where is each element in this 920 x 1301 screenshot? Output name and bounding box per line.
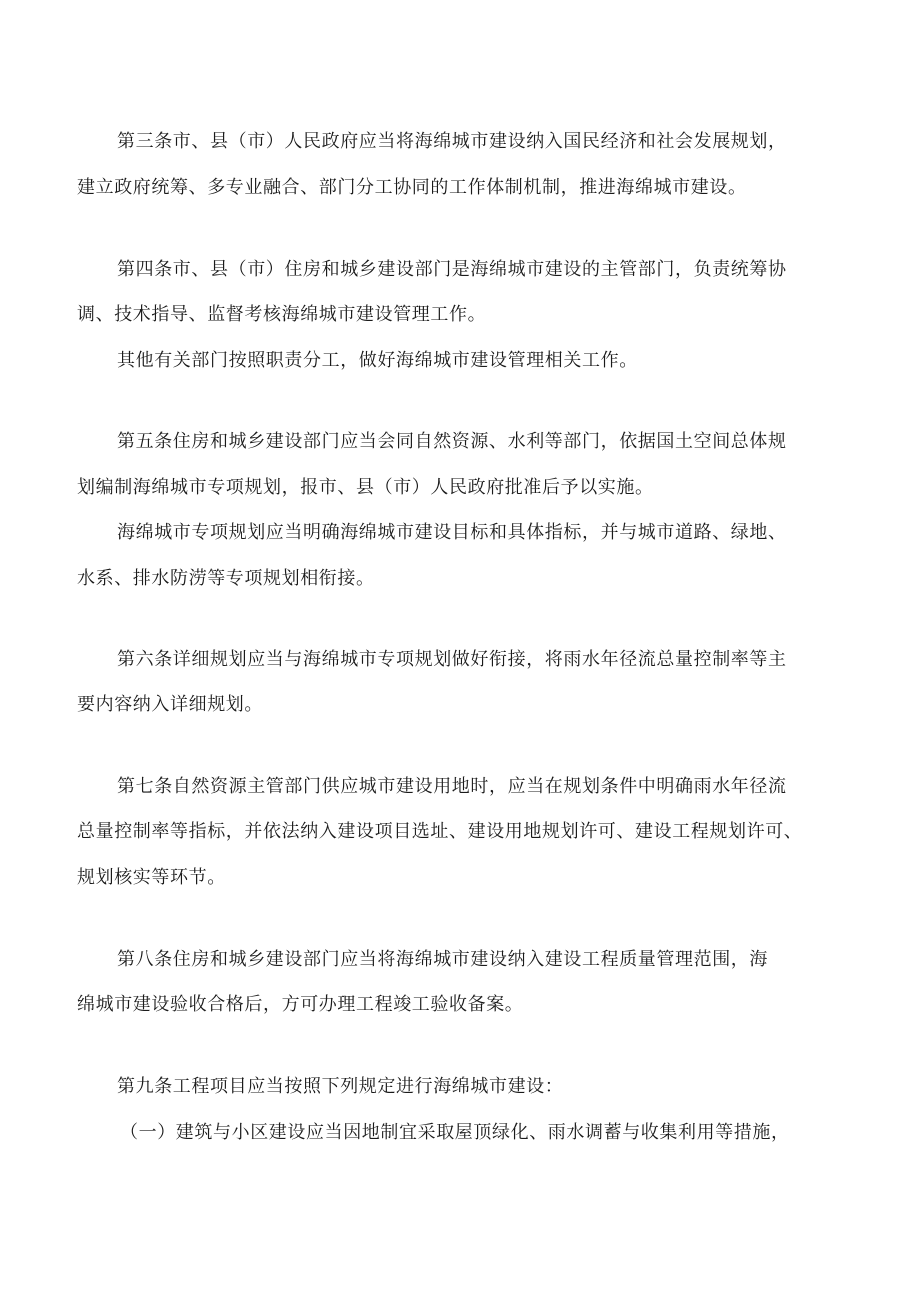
article-9-line-1: 第九条工程项目应当按照下列规定进行海绵城市建设：	[117, 1076, 564, 1097]
article-6-line-2: 要内容纳入详细规划。	[77, 694, 263, 715]
article-5-line-3: 海绵城市专项规划应当明确海绵城市建设目标和具体指标，并与城市道路、绿地、	[117, 522, 787, 543]
article-5-line-1: 第五条住房和城乡建设部门应当会同自然资源、水利等部门，依据国土空间总体规	[117, 431, 787, 452]
article-3-line-1: 第三条市、县（市）人民政府应当将海绵城市建设纳入国民经济和社会发展规划，	[117, 131, 787, 152]
article-6-line-1: 第六条详细规划应当与海绵城市专项规划做好衔接，将雨水年径流总量控制率等主	[117, 649, 787, 670]
article-4-line-3: 其他有关部门按照职责分工，做好海绵城市建设管理相关工作。	[117, 350, 638, 371]
article-5-line-2: 划编制海绵城市专项规划，报市、县（市）人民政府批准后予以实施。	[77, 477, 654, 498]
article-4-line-1: 第四条市、县（市）住房和城乡建设部门是海绵城市建设的主管部门，负责统筹协	[117, 259, 787, 280]
article-3-line-2: 建立政府统筹、多专业融合、部门分工协同的工作体制机制，推进海绵城市建设。	[77, 177, 747, 198]
article-7-line-2: 总量控制率等指标，并依法纳入建设项目选址、建设用地规划许可、建设工程规划许可、	[77, 821, 803, 842]
article-5-line-4: 水系、排水防涝等专项规划相衔接。	[77, 568, 375, 589]
article-7-line-1: 第七条自然资源主管部门供应城市建设用地时，应当在规划条件中明确雨水年径流	[117, 776, 787, 797]
article-9-item-1: （一）建筑与小区建设应当因地制宜采取屋顶绿化、雨水调蓄与收集利用等措施，	[120, 1122, 790, 1143]
article-4-line-2: 调、技术指导、监督考核海绵城市建设管理工作。	[77, 304, 487, 325]
article-8-line-2: 绵城市建设验收合格后，方可办理工程竣工验收备案。	[77, 994, 524, 1015]
article-8-line-1: 第八条住房和城乡建设部门应当将海绵城市建设纳入建设工程质量管理范围，海	[117, 949, 768, 970]
article-7-line-3: 规划核实等环节。	[77, 867, 226, 888]
